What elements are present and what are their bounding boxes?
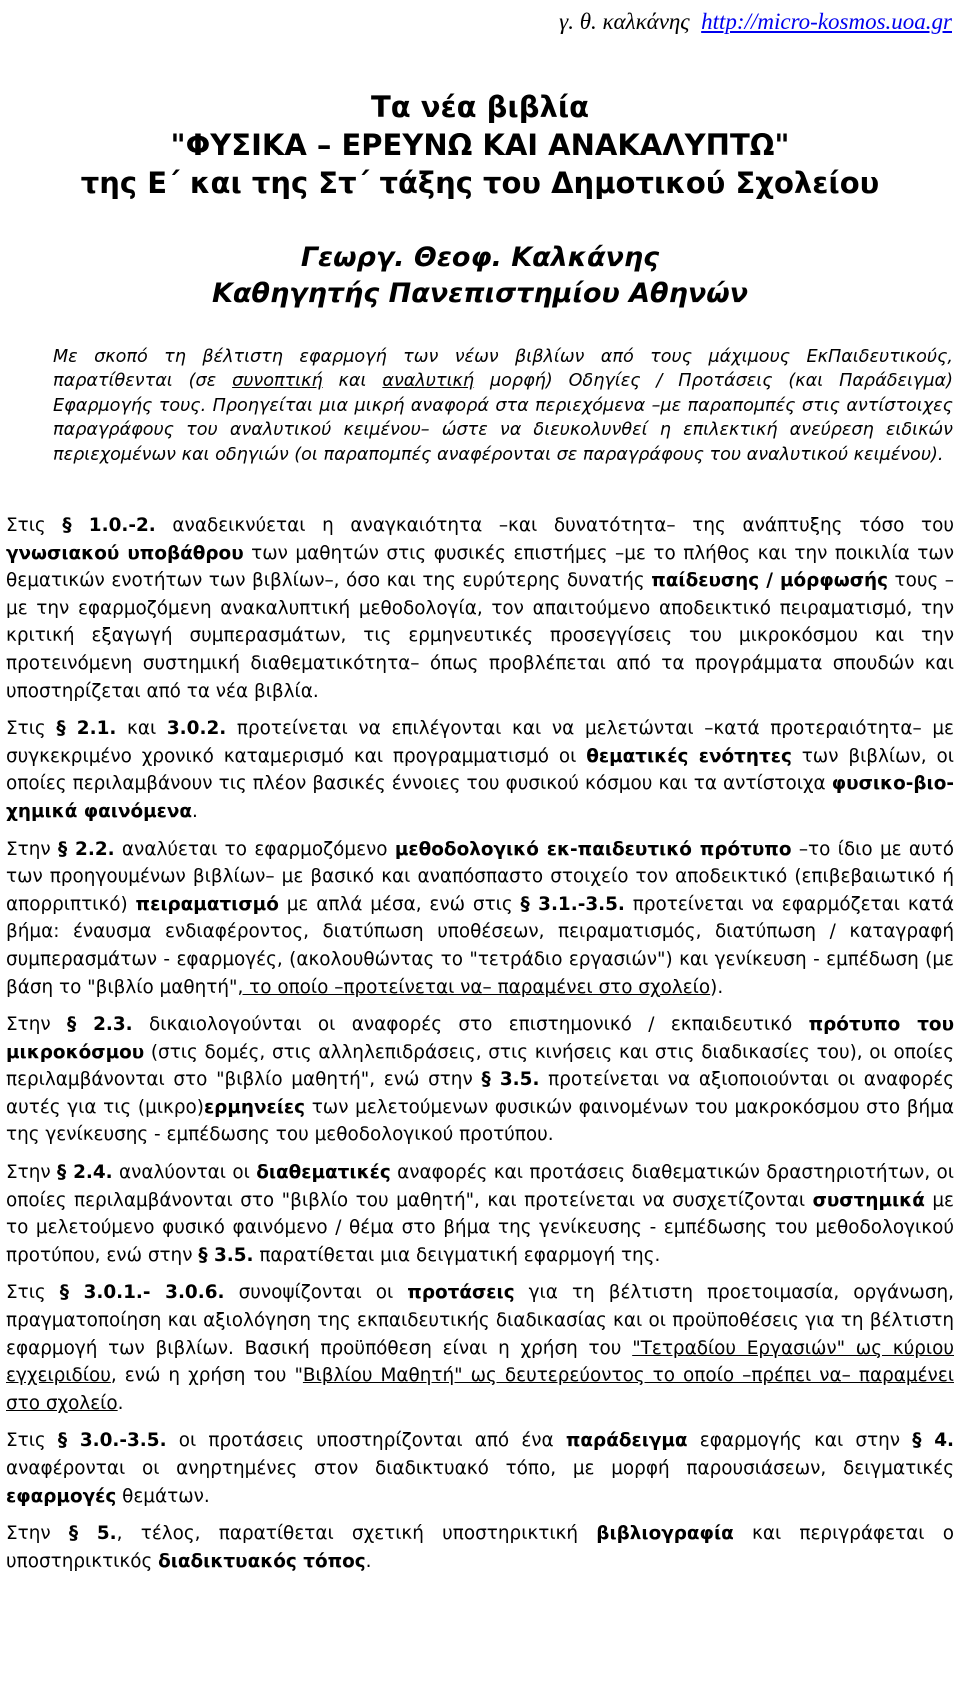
paragraph-8: Στην § 5., τέλος, παρατίθεται σχετική υποστηρικτική βιβλιογραφία και περιγράφεται ο υποστηρικτικός διαδικτυακός τόπος. — [6, 1523, 954, 1572]
underlined-term: συνοπτική — [232, 371, 323, 392]
page-header — [559, 6, 952, 38]
document-title — [0, 88, 960, 202]
website-link[interactable]: http://micro-kosmos.uoa.gr — [701, 9, 952, 34]
header-author: γ. θ. καλκάνης — [559, 9, 690, 34]
author-block — [0, 240, 960, 312]
author-position: Καθηγητής Πανεπιστημίου Αθηνών — [211, 278, 749, 309]
paragraph-2: Στις § 2.1. και 3.0.2. προτείνεται να επιλέγονται και να μελετώνται –κατά προτεραιότητα– με συγκεκριμένο χρονικό καταμερισμό και προγραμματισμό οι θεματικές ενότητες των βιβλίων, οι οποίες περιλαμβάνουν τις πλέον βασικές έννοιες του φυσικού κόσμου και τα αντίστοιχα φυσικο-βιο-χημικά φαινόμενα. — [6, 718, 954, 822]
underlined-term: αναλυτική — [382, 371, 475, 392]
paragraph-4: Στην § 2.3. δικαιολογούνται οι αναφορές στο επιστημονικό / εκπαιδευτικό πρότυπο του μικροκόσμου (στις δομές, στις αλληλεπιδράσεις, στις κινήσεις και στις διαδικασίες του), οι οποίες περιλαμβάνονται στο "βιβλίο μαθητή", ενώ στην § 3.5. προτείνεται να αξιοποιούνται οι αναφορές αυτές για τις (μικρο)ερμηνείες των μελετούμενων φυσικών φαινομένων του μακροκόσμου στο βήμα της γενίκευσης - εμπέδωσης του μεθοδολογικού προτύπου. — [6, 1014, 955, 1146]
title-line-3: της Ε΄ και της Στ΄ τάξης του Δημοτικού Σχολείου — [80, 166, 880, 200]
paragraph-7: Στις § 3.0.-3.5. οι προτάσεις υποστηρίζονται από ένα παράδειγμα εφαρμογής και στην § 4. αναφέρονται οι ανηρτημένες στον διαδικτυακό τόπο, με μορφή παρουσιάσεων, δειγματικές εφαρμογές θεμάτων. — [6, 1430, 954, 1507]
paragraph-6: Στις § 3.0.1.- 3.0.6. συνοψίζονται οι προτάσεις για τη βέλτιστη προετοιμασία, οργάνωση, πραγματοποίηση και αξιολόγηση της εκπαιδευτικής διαδικασίας και οι προϋποθέσεις για τη βέλτιστη εφαρμογή των βιβλίων. Βασική προϋπόθεση είναι η χρήση του "Τετραδίου Εργασιών" ως κύριου εγχειριδίου, ενώ η χρήση του "Βιβλίου Μαθητή" ως δευτερεύοντος το οποίο –πρέπει να– παραμένει στο σχολείο. — [6, 1282, 954, 1414]
title-line-2: "ΦΥΣΙΚΑ – ΕΡΕΥΝΩ ΚΑΙ ΑΝΑΚΑΛΥΠΤΩ" — [170, 128, 790, 162]
intro-paragraph: Με σκοπό τη βέλτιστη εφαρμογή των νέων βιβλίων από τους μάχιμους ΕκΠαιδευτικούς, παρατίθενται (σε συνοπτική και αναλυτική μορφή) Οδηγίες / Προτάσεις (και Παράδειγμα) Εφαρμογής τους. Προηγείται μια μικρή αναφορά στα περιεχόμενα –με παραπομπές στις αντίστοιχες παραγράφους του αναλυτικού κειμένου– ώστε να διευκολυνθεί η επιλεκτική ανεύρεση ειδικών περιεχομένων και οδηγιών (οι παραπομπές αναφέρονται σε παραγράφους του αναλυτικού κειμένου). — [53, 347, 953, 465]
body-text — [6, 512, 954, 1585]
paragraph-1: Στις § 1.0.-2. αναδεικνύεται η αναγκαιότητα –και δυνατότητα– της ανάπτυξης τόσο του γνωσιακού υποβάθρου των μαθητών στις φυσικές επιστήμες –με το πλήθος και την ποικιλία των θεματικών ενοτήτων των βιβλίων–, όσο και της ευρύτερης δυνατής παίδευσης / μόρφωσής τους –με την εφαρμοζόμενη ανακαλυπτική μεθοδολογία, τον απαιτούμενο αποδεικτικό πειραματισμό, την κριτική εξαγωγή συμπερασμάτων, τις ερμηνευτικές προσεγγίσεις του μικροκόσμου και την προτεινόμενη συστημική διαθεματικότητα– όπως προβλέπεται από τα προγράμματα σπουδών και υποστηρίζεται από τα νέα βιβλία. — [6, 515, 955, 702]
author-name: Γεωργ. Θεοφ. Καλκάνης — [300, 242, 660, 273]
paragraph-3: Στην § 2.2. αναλύεται το εφαρμοζόμενο μεθοδολογικό εκ-παιδευτικό πρότυπο –το ίδιο με αυτό των προηγουμένων βιβλίων– με βασικό και αναπόσπαστο στοιχείο τον αποδεικτικό (επιβεβαιωτικό ή απορριπτικό) πειραματισμό με απλά μέσα, ενώ στις § 3.1.-3.5. προτείνεται να εφαρμόζεται κατά βήμα: έναυσμα ενδιαφέροντος, διατύπωση υποθέσεων, πειραματισμός, διατύπωση / καταγραφή συμπερασμάτων - εφαρμογές, (ακολουθώντας το "τετράδιο εργασιών") και γενίκευση - εμπέδωση (με βάση το "βιβλίο μαθητή", το οποίο –προτείνεται να– παραμένει στο σχολείο). — [6, 838, 955, 998]
title-line-1: Τα νέα βιβλία — [370, 90, 590, 124]
paragraph-5: Στην § 2.4. αναλύονται οι διαθεματικές αναφορές και προτάσεις διαθεματικών δραστηριοτήτων, οι οποίες περιλαμβάνονται στο "βιβλίο του μαθητή", και προτείνεται να συσχετίζονται συστημικά με το μελετούμενο φυσικό φαινόμενο / θέμα στο βήμα της γενίκευσης - εμπέδωσης του μεθοδολογικού προτύπου, ενώ στην § 3.5. παρατίθεται μια δειγματική εφαρμογή της. — [6, 1162, 955, 1266]
